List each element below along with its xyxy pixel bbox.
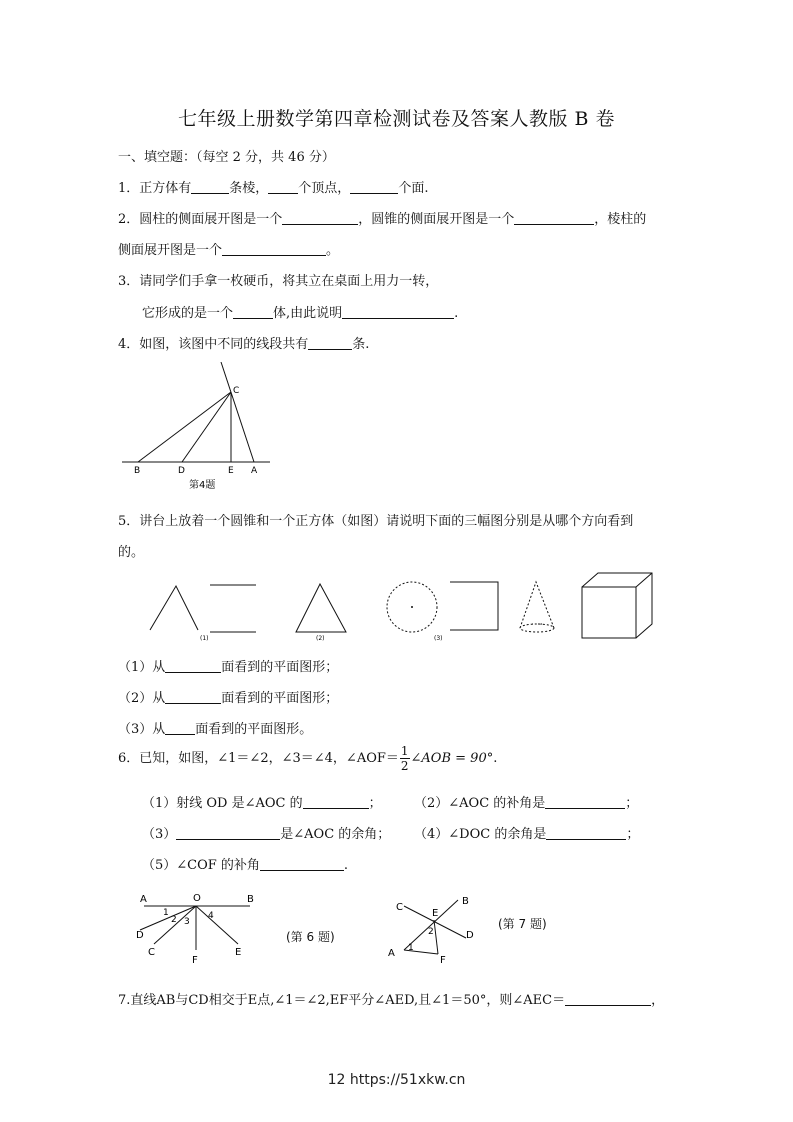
blank[interactable] <box>514 212 594 225</box>
point-label: A <box>140 894 147 905</box>
question-5: 5．讲台上放着一个圆锥和一个正方体（如图）请说明下面的三幅图分别是从哪个方向看到 <box>118 514 634 529</box>
question-5-cont: 的。 <box>118 545 145 560</box>
figure-caption: 第4题 <box>189 480 216 491</box>
point-label: E <box>228 466 234 476</box>
question-6-part-1: （1）射线 OD 是∠AOC 的 ； <box>142 796 382 811</box>
blank[interactable] <box>565 993 651 1006</box>
angle-label: 4 <box>208 911 214 921</box>
question-2: 2．圆柱的侧面展开图是一个 ，圆锥的侧面展开图是一个 ，棱柱的 <box>118 212 647 227</box>
figure-q7 <box>382 890 482 970</box>
question-6-part-3: （3） 是∠AOC 的余角； <box>142 827 391 842</box>
blank[interactable] <box>545 796 625 809</box>
point-label: A <box>388 948 395 959</box>
blank[interactable] <box>222 243 326 256</box>
question-2-cont: 侧面展开图是一个 。 <box>118 243 340 258</box>
point-label: C <box>148 947 155 958</box>
point-label: E <box>432 908 439 919</box>
point-label: C <box>233 386 240 396</box>
question-6-part-2: （2）∠AOC 的补角是 ； <box>414 796 639 811</box>
angle-label: 1 <box>408 943 414 953</box>
point-label: B <box>462 896 469 907</box>
point-label: D <box>178 466 185 476</box>
blank[interactable] <box>546 827 626 840</box>
point-label: O <box>193 893 201 904</box>
angle-label: 1 <box>163 908 169 918</box>
blank[interactable] <box>282 212 358 225</box>
point-label: F <box>192 955 198 966</box>
angle-label: 2 <box>171 915 177 925</box>
page-title: 七年级上册数学第四章检测试卷及答案人教版 B 卷 <box>177 108 616 130</box>
page-footer: 12 https://51xkw.cn <box>327 1072 466 1088</box>
question-3-cont: 它形成的是一个 体,由此说明 . <box>142 306 459 321</box>
question-4: 4．如图，该图中不同的线段共有 条. <box>118 337 370 352</box>
blank[interactable] <box>233 306 273 319</box>
blank[interactable] <box>303 796 369 809</box>
point-label: A <box>251 466 258 476</box>
figure-q6 <box>130 888 270 970</box>
blank[interactable] <box>165 660 221 673</box>
figure-7-caption: (第 7 题) <box>498 917 547 931</box>
question-7: 7.直线AB与CD相交于E点,∠1＝∠2,EF平分∠AED,且∠1＝50°，则∠AEC＝ ， <box>118 993 665 1008</box>
question-6-part-5: （5）∠COF 的补角 . <box>142 858 349 873</box>
section-heading: 一、填空题：（每空 2 分，共 46 分） <box>118 150 335 165</box>
blank[interactable] <box>342 306 454 319</box>
question-5-item-3: （3）从 面看到的平面图形。 <box>118 722 313 737</box>
blank[interactable] <box>350 181 398 194</box>
point-label: C <box>396 902 403 913</box>
blank[interactable] <box>308 337 352 350</box>
figure-6-caption: (第 6 题) <box>286 930 335 944</box>
figure-q4 <box>118 362 278 492</box>
point-label: E <box>235 947 242 958</box>
question-3: 3．请同学们手拿一枚硬币，将其立在桌面上用力一转， <box>118 274 439 289</box>
point-label: F <box>440 955 446 966</box>
point-label: B <box>134 466 141 476</box>
question-6-part-4: （4）∠DOC 的余角是 ； <box>414 827 640 842</box>
point-label: D <box>466 930 474 941</box>
view-mark: (2) <box>316 635 325 642</box>
point-label: B <box>247 894 254 905</box>
blank[interactable] <box>165 722 195 735</box>
fraction: $\frac{1}{2}$ <box>400 744 409 773</box>
question-5-item-2: （2）从 面看到的平面图形； <box>118 691 339 706</box>
figure-q5-views <box>140 572 660 644</box>
blank[interactable] <box>191 181 229 194</box>
point-label: D <box>136 930 144 941</box>
blank[interactable] <box>165 691 221 704</box>
question-6: 6．已知，如图，∠1＝∠2，∠3＝∠4，∠AOF＝ $\frac{1}{2}$ ∠AOB = 90°. <box>118 744 498 773</box>
view-mark: (1) <box>200 635 209 642</box>
question-5-item-1: （1）从 面看到的平面图形； <box>118 660 339 675</box>
blank[interactable] <box>260 858 344 871</box>
angle-label: 2 <box>428 927 434 937</box>
view-mark: (3) <box>434 635 443 642</box>
blank[interactable] <box>176 827 280 840</box>
blank[interactable] <box>268 181 298 194</box>
angle-label: 3 <box>184 917 190 927</box>
question-1: 1．正方体有 条棱， 个顶点， 个面. <box>118 181 429 196</box>
